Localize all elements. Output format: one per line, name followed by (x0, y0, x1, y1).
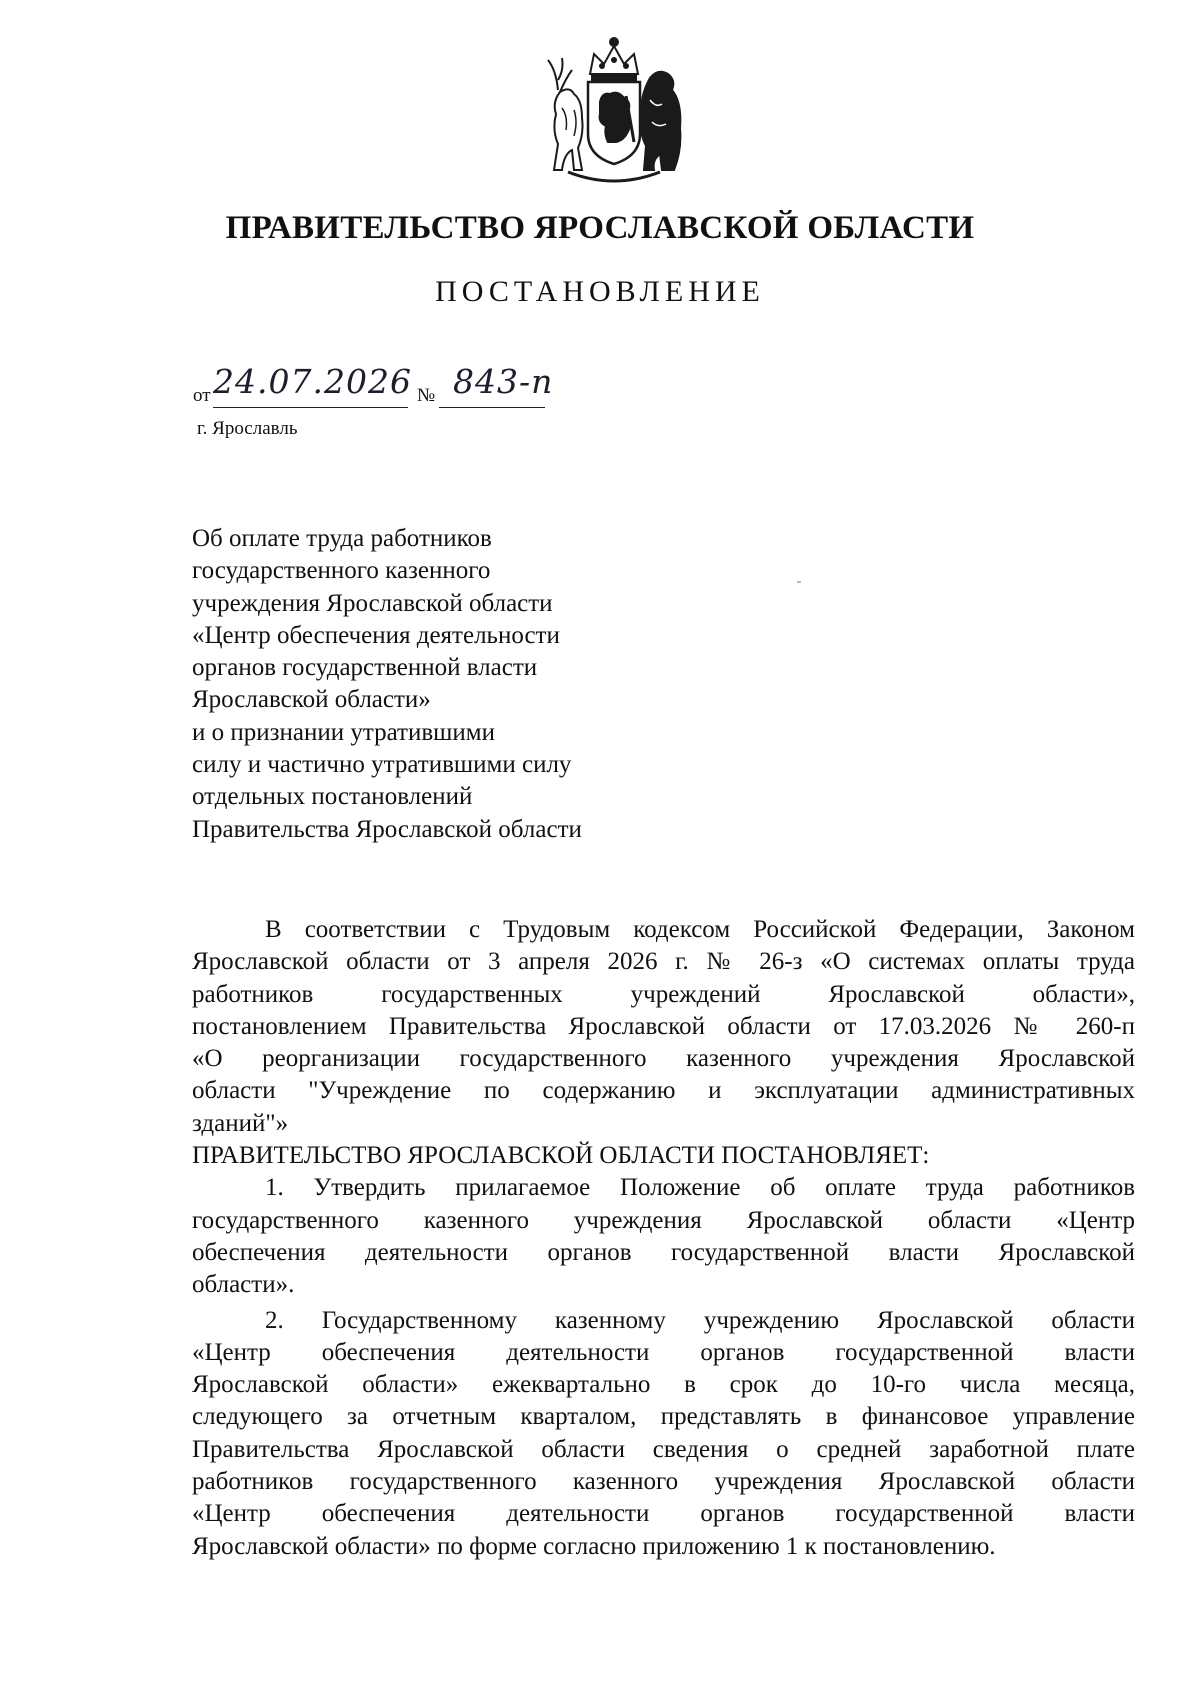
body-line: области». (192, 1271, 295, 1299)
subject-line: Об оплате труда работников (192, 525, 492, 552)
item-2-paragraph (192, 1305, 1135, 1563)
subject-line: силу и частично утратившими силу (192, 751, 572, 779)
body-line: В соответствии с Трудовым кодексом Российской Федерации, Законом (265, 916, 1135, 943)
body-line: 2. Государственному казенному учреждению Ярославской области (265, 1306, 1135, 1334)
subject-line: и о признании утратившими (192, 718, 495, 746)
number-prefix: № (417, 385, 436, 406)
coat-of-arms-icon (538, 30, 690, 188)
handwritten-date: 24.07.2026 (213, 362, 412, 401)
body-line: государственного казенного учреждения Ярославской области «Центр (192, 1206, 1135, 1234)
city-name: г. Ярославль (197, 418, 298, 439)
body-line: 1. Утвердить прилагаемое Положение об оплате труда работников (265, 1174, 1135, 1202)
subject-line: Ярославской области» (192, 686, 431, 714)
body-line: работников государственного казенного учреждения Ярославской области (192, 1468, 1135, 1496)
subject-line: органов государственной власти (192, 654, 538, 682)
handwritten-number: 843-п (453, 362, 554, 401)
government-title: ПРАВИТЕЛЬСТВО ЯРОСЛАВСКОЙ ОБЛАСТИ (225, 210, 975, 246)
document-type: ПОСТАНОВЛЕНИЕ (435, 275, 765, 308)
number-underline (439, 407, 545, 408)
body-line: Ярославской области» ежеквартально в срок до 10-го числа месяца, (192, 1371, 1135, 1399)
scan-speck (797, 581, 801, 583)
subject-line: государственного казенного (192, 557, 491, 585)
body-line: Ярославской области» по форме согласно приложению 1 к постановлению. (192, 1532, 996, 1560)
body-line: постановлением Правительства Ярославской области от 17.03.2026 № 260-п (192, 1012, 1135, 1040)
body-line: «Центр обеспечения деятельности органов государственной власти (192, 1500, 1135, 1528)
subject-line: Правительства Ярославской области (192, 815, 582, 843)
body-line: следующего за отчетным кварталом, представлять в финансовое управление (192, 1403, 1135, 1431)
body-line: Правительства Ярославской области сведения о средней заработной плате (192, 1435, 1135, 1463)
resolution-heading: ПРАВИТЕЛЬСТВО ЯРОСЛАВСКОЙ ОБЛАСТИ ПОСТАНОВЛЯЕТ: (192, 1142, 930, 1170)
body-line: «О реорганизации государственного казенного учреждения Ярославской (192, 1045, 1135, 1073)
body-line: «Центр обеспечения деятельности органов государственной власти (192, 1338, 1135, 1366)
preamble-paragraph (192, 914, 1135, 1140)
body-line: зданий"» (192, 1109, 289, 1137)
date-prefix: от (193, 385, 211, 406)
date-underline (213, 407, 408, 408)
body-line: области "Учреждение по содержанию и эксплуатации административных (192, 1077, 1135, 1105)
body-line: обеспечения деятельности органов государственной власти Ярославской (192, 1238, 1135, 1266)
body-line: Ярославской области от 3 апреля 2026 г. № 26-з «О системах оплаты труда (192, 948, 1135, 976)
requisites-line (193, 360, 613, 410)
body-line: работников государственных учреждений Ярославской области», (192, 980, 1135, 1008)
subject-line: отдельных постановлений (192, 783, 473, 811)
document-body (192, 914, 1135, 1563)
subject-line: учреждения Ярославской области (192, 589, 553, 617)
document-subject (192, 523, 752, 846)
subject-line: «Центр обеспечения деятельности (192, 621, 560, 649)
item-1-paragraph (192, 1172, 1135, 1301)
